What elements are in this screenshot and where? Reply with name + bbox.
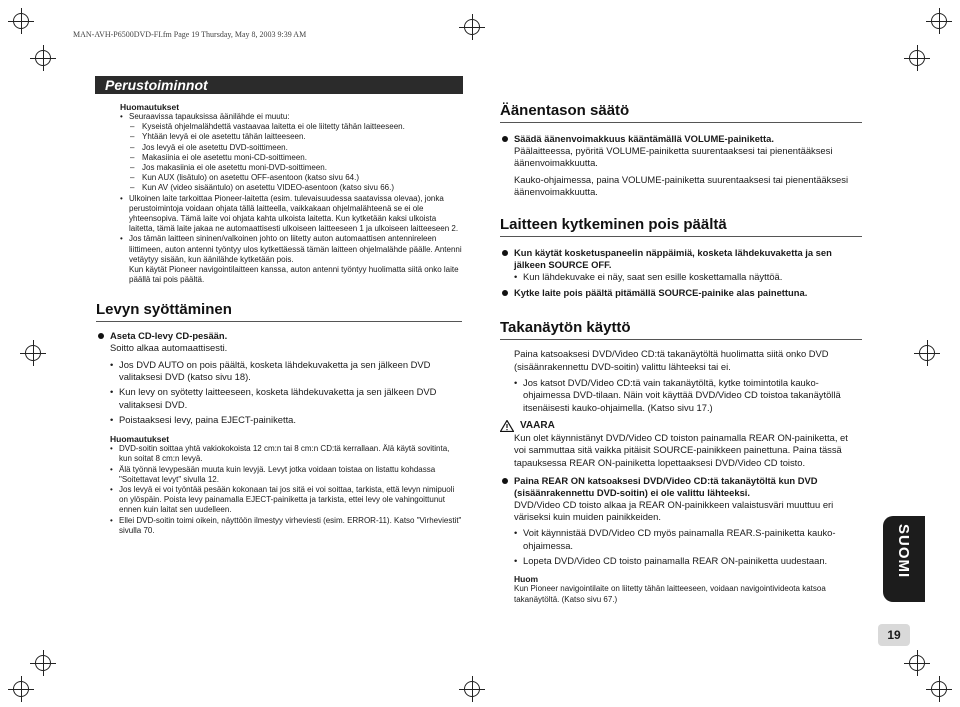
page-number: 19 [878, 624, 910, 646]
right-column [500, 102, 862, 605]
crop-mark-top-mid [459, 14, 485, 40]
takanaytto-step-title: Paina REAR ON katsoaksesi DVD/Video CD:tä takanäytöltä kun DVD (sisäänrakennettu DVD-soitin) ei ole valittu lähteeksi. [500, 475, 862, 499]
kytkeminen-step1: Kun käytät kosketuspaneelin näppäimiä, kosketa lähdekuvaketta ja sen jälkeen SOURCE OFF. [500, 247, 862, 271]
crop-mark-bottom-left [8, 676, 34, 702]
crop-mark-top-right [926, 8, 952, 34]
takanaytto-bullet: • Lopeta DVD/Video CD toisto painamalla REAR ON-painiketta uudestaan. [514, 555, 862, 567]
crop-mark-lower-left [30, 650, 56, 676]
notes-item: – Yhtään levyä ei ole asetettu tähän laitteeseen. [120, 132, 462, 142]
kytkeminen-heading: Laitteen kytkeminen pois päältä [500, 216, 727, 234]
crop-mark-lower-right [904, 650, 930, 676]
notes-item: – Kun AUX (lisätulo) on asetettu OFF-asentoon (katso sivu 64.) [120, 173, 462, 183]
aanentaso-p1: Päälaitteessa, pyöritä VOLUME-painiketta suurentaaksesi tai pienentääksesi äänenvoimakkuutta. [514, 145, 833, 169]
takanaytto-bullets [500, 527, 862, 567]
levy-notes [110, 444, 462, 536]
notes-item: – Jos makasiinia ei ole asetettu moni-DVD-soittimeen. [120, 163, 462, 173]
crop-mark-top-left [8, 8, 34, 34]
levy-heading: Levyn syöttäminen [96, 301, 232, 319]
left-column [96, 102, 462, 536]
file-header-line: MAN-AVH-P6500DVD-FI.fm Page 19 Thursday, May 8, 2003 9:39 AM [73, 30, 307, 39]
crop-mark-left-mid [20, 340, 46, 366]
kytkeminen-step2: Kytke laite pois päältä pitämällä SOURCE-painike alas painettuna. [500, 287, 862, 299]
language-tab-label: SUOMI [895, 524, 912, 579]
notes-item: – Jos levyä ei ole asetettu DVD-soittimeen. [120, 143, 462, 153]
levy-notes-title: Huomautukset [110, 434, 170, 445]
levy-bullet: • Jos DVD AUTO on pois päältä, kosketa lähdekuvaketta ja sen jälkeen DVD valitaksesi DVD (katso sivu 18). [110, 359, 462, 384]
levy-bullet: • Poistaaksesi levy, paina EJECT-painiketta. [110, 414, 462, 426]
takanaytto-step-desc: DVD/Video CD toisto alkaa ja REAR ON-painikkeen valaistusväri muuttuu eri väriseksi kuin muiden painikkeiden. [514, 498, 834, 523]
crop-mark-upper-left [30, 45, 56, 71]
notes-item: – Makasiinia ei ole asetettu moni-CD-soittimeen. [120, 153, 462, 163]
notes-item: • Jos tämän laitteen sininen/valkoinen johto on liitetty auton automaattisen antennireleen liittimeen, auton antenni työntyy ulos kytkettäessä tämän laitteen ohjelmalähde päälle. Antenni vetäytyy sisään, kun äänilähde kytketään pois. [120, 234, 462, 265]
crop-mark-right-mid [914, 340, 940, 366]
warning-heading [500, 420, 862, 432]
warning-text: Kun olet käynnistänyt DVD/Video CD toiston painamalla REAR ON-painiketta, et voi sammuttaa sitä vaikka pitäisit SOURCE-painikkeen painettuna. Paina tässä tapauksessa REAR ON-painiketta lopettaaksesi DVD/Video CD toisto. [514, 431, 848, 468]
aanentaso-p2: Kauko-ohjaimessa, paina VOLUME-painiketta suurentaaksesi tai pienentääksesi äänenvoimakkuutta. [514, 173, 849, 197]
warning-triangle-icon [500, 420, 514, 432]
takanaytto-bullet1: • Jos katsot DVD/Video CD:tä vain takanäytöltä, kytke toimintotila kauko-ohjaimessa DVD-tilaan. Näin voit käyttää DVD/Video CD toistoa takanäytöllä itsenäisesti kauko-ohjaimella. (Katso sivu 17.) [500, 377, 862, 414]
takanaytto-bullet: • Voit käynnistää DVD/Video CD myös painamalla REAR.S-painiketta kauko-ohjaimessa. [514, 527, 862, 552]
aanentaso-step-title: Säädä äänenvoimakkuus kääntämällä VOLUME-painiketta. [500, 133, 862, 145]
notes-item: – Kun AV (video sisääntulo) on asetettu VIDEO-asentoon (katso sivu 66.) [120, 183, 462, 193]
takanaytto-note-title: Huom [514, 574, 539, 585]
levy-note-item: • Ellei DVD-soitin toimi oikein, näyttöön ilmestyy virheviesti (esim. ERROR-11). Katso "Virheviestit" sivulla 70. [110, 516, 462, 536]
levy-note-item: • Jos levyä ei voi työntää pesään kokonaan tai jos sitä ei voi soittaa, tarkista, että levyn nimipuoli on ylöspäin. Poista levy painamalla EJECT-painiketta ja tarkista, ettei levy ole vahingoittunut ennen kuin laitat sen uudelleen. [110, 485, 462, 516]
levy-note-item: • DVD-soitin soittaa yhtä vakiokokoista 12 cm:n tai 8 cm:n CD:tä kerrallaan. Älä käytä sovitinta, kun soitat 8 cm:n levyä. [110, 444, 462, 464]
notes-list [120, 112, 462, 285]
levy-bullets [110, 359, 462, 426]
crop-mark-upper-right [904, 45, 930, 71]
notes-title: Huomautukset [120, 102, 180, 112]
levy-bullet: • Kun levy on syötetty laitteeseen, kosketa lähdekuvaketta ja sen jälkeen DVD valitaksesi DVD. [110, 386, 462, 411]
warning-title: VAARA [520, 420, 555, 432]
crop-mark-bottom-right [926, 676, 952, 702]
crop-mark-bottom-mid [459, 676, 485, 702]
notes-item: – Kyseistä ohjelmalähdettä vastaavaa laitetta ei ole liitetty tähän laitteeseen. [120, 122, 462, 132]
notes-item: • Seuraavissa tapauksissa äänilähde ei muutu: [120, 112, 462, 122]
notes-item: • Ulkoinen laite tarkoittaa Pioneer-laitetta (esim. tulevaisuudessa saatavissa olevaa), jonka perustoimintoja voidaan ohjata tällä laitteella, vaikkakaan ohjelmalähteenä se ei ole yhteensopiva. Tämä laite voi ohjata kahta ulkoista laitetta. Kun kytketään kaksi ulkoista laitetta, tämä laite jakaa ne automaattisesti ulkoiseen laitteeseen 1 ja ulkoiseen laitteeseen 2. [120, 194, 462, 235]
levy-note-item: • Älä työnnä levypesään muuta kuin levyjä. Levyt jotka voidaan toistaa on listattu kohdassa "Soitettavat levyt" sivulla 12. [110, 465, 462, 485]
takanaytto-intro: Paina katsoaksesi DVD/Video CD:tä takanäytöltä huolimatta siitä onko DVD (sisäänrakennettu DVD-soitin) valittu lähteeksi tai ei. [514, 348, 829, 372]
section-title-bar [95, 76, 463, 94]
aanentaso-heading: Äänentason säätö [500, 102, 630, 119]
kytkeminen-bullet1: • Kun lähdekuvake ei näy, saat sen esille koskettamalla näyttöä. [500, 271, 862, 283]
notes-item: Kun käytät Pioneer navigointilaitteen kanssa, auton antenni työntyy huolimatta siitä onko laite päällä tai pois päältä. [129, 265, 459, 285]
takanaytto-heading: Takanäytön käyttö [500, 319, 631, 337]
takanaytto-note: Kun Pioneer navigointilaite on liitetty tähän laitteeseen, voidaan navigointivideota katsoa takanäytöltä. (Katso sivu 67.) [514, 584, 826, 604]
levy-step-desc: Soitto alkaa automaattisesti. [110, 342, 228, 354]
levy-step-title: Aseta CD-levy CD-pesään. [96, 330, 462, 342]
language-side-tab [883, 516, 925, 602]
section-title: Perustoiminnot [105, 77, 208, 93]
